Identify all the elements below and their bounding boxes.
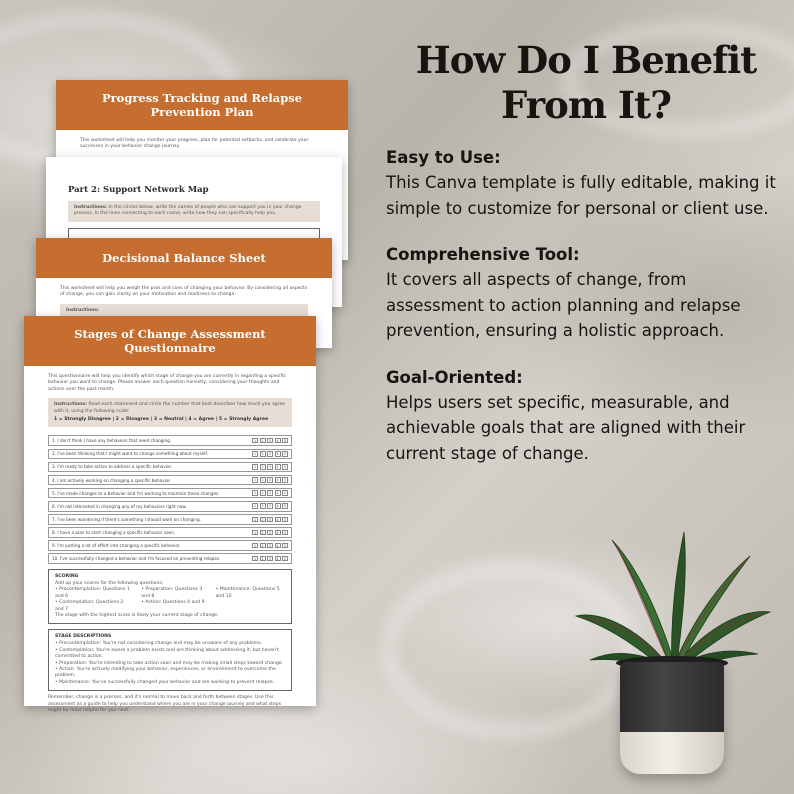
rating-box: 4	[276, 465, 279, 470]
rating-box: 2	[261, 543, 264, 548]
rating-box: 3	[268, 530, 272, 535]
instructions-label: Instructions:	[54, 402, 87, 408]
rating-box: 2	[261, 504, 264, 509]
rating-box: 3	[268, 543, 272, 548]
question-text: 1. I don't think I have any behaviors that need changing.	[52, 438, 172, 444]
question-row	[48, 462, 292, 473]
rating-box: 1	[253, 543, 257, 548]
rating-box: 4	[276, 556, 279, 561]
rating-box: 1	[253, 465, 257, 470]
question-text: 8. I have a plan to start changing a specific behavior soon.	[52, 529, 176, 535]
description-item: • Preparation: You're intending to take action soon and may be making small steps toward change.	[55, 660, 284, 666]
benefit-heading: Comprehensive Tool:	[386, 245, 580, 264]
benefit-heading: Easy to Use:	[386, 148, 501, 167]
question-row	[48, 553, 292, 564]
instructions-box	[68, 201, 320, 222]
scoring-item: • Contemplation: Questions 2 and 7	[55, 600, 124, 612]
plant-pot-base	[620, 732, 724, 774]
question-text: 3. I'm ready to take action to address a specific behavior.	[52, 464, 173, 470]
rating-box: 3	[268, 478, 272, 483]
rating-box: 4	[276, 438, 279, 443]
instructions-label: Instructions:	[74, 205, 107, 210]
rating-box: 3	[268, 452, 272, 457]
rating-box: 5	[283, 530, 287, 535]
rating-box: 5	[283, 517, 287, 522]
question-text: 7. I've been wondering if there's something I should work on changing.	[52, 516, 201, 522]
rating-box: 3	[268, 504, 272, 509]
scoring-intro: Add up your scores for the following questions:	[55, 580, 164, 586]
rating-box: 4	[276, 530, 279, 535]
rating-box: 1	[253, 530, 257, 535]
rating-box: 2	[261, 491, 264, 496]
rating-boxes[interactable]	[252, 543, 288, 549]
rating-box: 5	[283, 556, 287, 561]
rating-box: 3	[268, 465, 272, 470]
rating-box: 5	[283, 504, 287, 509]
rating-box: 4	[276, 478, 279, 483]
rating-box: 1	[253, 478, 257, 483]
instructions-box	[48, 398, 292, 427]
page-title: Decisional Balance Sheet	[36, 238, 332, 278]
rating-boxes[interactable]	[252, 451, 288, 457]
question-list	[48, 435, 292, 563]
rating-boxes[interactable]	[252, 477, 288, 483]
rating-boxes[interactable]	[252, 438, 288, 444]
rating-box: 2	[261, 438, 264, 443]
benefit-body: It covers all aspects of change, from assessment to action planning and relapse prevention, ensuring a holistic approach.	[386, 270, 741, 340]
rating-box: 1	[253, 491, 257, 496]
rating-box: 1	[253, 517, 257, 522]
rating-box: 1	[253, 556, 257, 561]
scoring-item: • Action: Questions 4 and 9	[141, 600, 205, 606]
question-row	[48, 488, 292, 499]
rating-boxes[interactable]	[252, 490, 288, 496]
rating-box: 5	[283, 478, 287, 483]
rating-box: 2	[261, 452, 264, 457]
rating-box: 3	[268, 491, 272, 496]
question-row	[48, 475, 292, 486]
rating-box: 4	[276, 491, 279, 496]
page-intro: This questionnaire will help you identify which stage of change you are currently in regarding a specific behavior you want to change. Please answer each question honestly, considering your thoughts and actions over the past month.	[48, 374, 286, 392]
rating-box: 4	[276, 452, 279, 457]
question-text: 5. I've made changes to a behavior and I'm working to maintain those changes.	[52, 490, 220, 496]
rating-scale: 1 = Strongly Disagree | 2 = Disagree | 3 = Neutral | 4 = Agree | 5 = Strongly Agree	[54, 417, 269, 423]
rating-box: 2	[261, 465, 264, 470]
rating-box: 5	[283, 438, 287, 443]
scoring-title: SCORING	[55, 573, 79, 579]
rating-box: 2	[261, 556, 264, 561]
rating-box: 3	[268, 517, 272, 522]
question-row	[48, 435, 292, 446]
descriptions-panel	[48, 629, 292, 691]
scoring-panel	[48, 569, 292, 624]
benefit-body: Helps users set specific, measurable, and achievable goals that are aligned with their current stage of change.	[386, 392, 746, 463]
scoring-note: The stage with the highest score is likely your current stage of change.	[55, 612, 219, 618]
instructions-text: In the circles below, write the names of people who can support you in your change process. In the lines connecting to each name, write how they can specifically help you.	[74, 205, 302, 217]
scoring-columns	[55, 587, 285, 613]
rating-box: 4	[276, 504, 279, 509]
rating-box: 5	[283, 465, 287, 470]
rating-box: 2	[261, 478, 264, 483]
benefit-comprehensive-tool	[386, 243, 778, 344]
question-text: 10. I've successfully changed a behavior and I'm focused on preventing relapse.	[52, 556, 221, 562]
instructions-text: Read each statement and circle the number that best describes how much you agree with it, using the following scale:	[54, 402, 286, 414]
question-text: 6. I'm not interested in changing any of my behaviors right now.	[52, 503, 187, 509]
description-item: • Action: You're actively modifying your behavior, experiences, or environment to overcome the problem.	[55, 666, 276, 679]
benefit-heading: Goal-Oriented:	[386, 367, 523, 387]
description-item: • Contemplation: You're aware a problem exists and are thinking about addressing it, but haven't committed to action.	[55, 647, 280, 660]
scoring-item: • Preparation: Questions 3 and 8	[141, 587, 203, 599]
question-text: 4. I am actively working on changing a specific behavior.	[52, 477, 172, 483]
rating-box: 5	[283, 491, 287, 496]
plant-pot	[620, 662, 724, 774]
question-row	[48, 449, 292, 460]
rating-boxes[interactable]	[252, 503, 288, 509]
section-title: Part 2: Support Network Map	[68, 185, 209, 195]
question-text: 9. I'm putting a lot of effort into changing a specific behavior.	[52, 542, 181, 548]
headline: How Do I Benefit From It?	[415, 38, 757, 127]
rating-box: 5	[283, 543, 287, 548]
rating-box: 3	[268, 438, 272, 443]
benefit-goal-oriented	[386, 366, 778, 467]
scoring-item: • Maintenance: Questions 5 and 10	[215, 587, 280, 599]
page-title: Stages of Change Assessment Questionnaire	[24, 316, 316, 366]
rating-box: 2	[261, 517, 264, 522]
page-intro: This worksheet will help you monitor your progress, plan for potential setbacks, and celebrate your successes in your behavior change journey.	[80, 138, 309, 150]
rating-box: 4	[276, 543, 279, 548]
rating-box: 1	[253, 452, 257, 457]
rating-boxes[interactable]	[252, 464, 288, 470]
page-intro: This worksheet will help you weigh the pros and cons of changing your behavior. By considering all aspects of change, you can gain clarity on your motivation and readiness to change.	[60, 286, 308, 298]
worksheet-page-stages	[24, 316, 316, 713]
question-row	[48, 501, 292, 512]
benefit-easy-to-use	[386, 146, 778, 221]
question-text: 2. I've been thinking that I might want to change something about myself.	[52, 451, 208, 457]
benefit-list	[386, 146, 778, 488]
description-item: • Maintenance: You've successfully changed your behavior and are working to prevent relapse.	[55, 679, 275, 685]
description-item: • Precontemplation: You're not considering change and may be unaware of any problems.	[55, 641, 263, 647]
question-row	[48, 514, 292, 525]
page-title: Progress Tracking and Relapse Prevention Plan	[56, 80, 348, 130]
question-row	[48, 527, 292, 538]
instructions-label: Instructions:	[66, 307, 99, 313]
page-footer: Remember, change is a process, and it's normal to move back and forth between stages. Use this assessment as a guide to help you understand where you are in your change journey and what steps might be most helpful for you next.	[48, 695, 282, 713]
scoring-item: • Precontemplation: Questions 1 and 6	[55, 587, 130, 599]
rating-box: 1	[253, 438, 257, 443]
rating-box: 2	[261, 530, 264, 535]
descriptions-title: STAGE DESCRIPTIONS	[55, 634, 112, 640]
rating-boxes[interactable]	[252, 530, 288, 536]
rating-box: 1	[253, 504, 257, 509]
rating-box: 3	[268, 556, 272, 561]
benefit-body: This Canva template is fully editable, making it simple to customize for personal or client use.	[386, 173, 776, 218]
rating-box: 4	[276, 517, 279, 522]
rating-box: 5	[283, 452, 287, 457]
question-row	[48, 540, 292, 551]
rating-boxes[interactable]	[252, 556, 288, 562]
rating-boxes[interactable]	[252, 517, 288, 523]
